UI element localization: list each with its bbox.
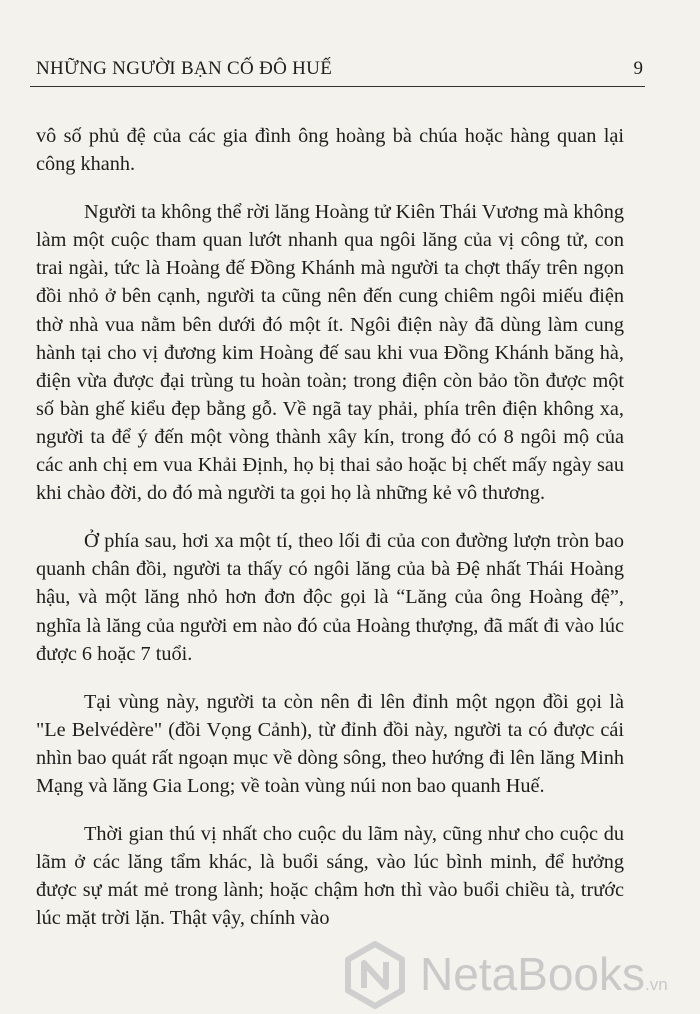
running-title: NHỮNG NGƯỜI BẠN CỐ ĐÔ HUẾ xyxy=(36,58,333,79)
watermark-brand: NetaBooks xyxy=(420,948,646,1000)
body-text xyxy=(36,122,624,952)
watermark-text xyxy=(420,948,668,1011)
watermark-tld: .vn xyxy=(645,975,668,994)
watermark xyxy=(340,940,690,1010)
paragraph: Ở phía sau, hơi xa một tí, theo lối đi của con đường lượn tròn bao quanh chân đồi, người ta thấy có ngôi lăng của bà Đệ nhất Thái Hoàng hậu, và một lăng nhỏ hơn đơn độc gọi là “Lăng của ông Hoàng đệ”, nghĩa là lăng của người em nào đó của Hoàng thượng, đã mất đi vào lúc được 6 hoặc 7 tuổi. xyxy=(36,530,624,665)
paragraph: Thời gian thú vị nhất cho cuộc du lãm này, cũng như cho cuộc du lãm ở các lăng tẩm khác, là buổi sáng, vào lúc bình minh, để hưởng được sự mát mẻ trong lành; hoặc chậm hơn thì vào buổi chiều tà, trước lúc mặt trời lặn. Thật vậy, chính vào xyxy=(36,823,624,930)
paragraph: Tại vùng này, người ta còn nên đi lên đỉnh một ngọn đồi gọi là "Le Belvédère" (đồi Vọng Cảnh), từ đỉnh đồi này, người ta có được cái nhìn bao quát rất ngoạn mục về dòng sông, theo hướng đi lên lăng Minh Mạng và lăng Gia Long; về toàn vùng núi non bao quanh Huế. xyxy=(36,690,624,797)
paragraph-continued: vô số phủ đệ của các gia đình ông hoàng bà chúa hoặc hàng quan lại công khanh. xyxy=(36,125,624,176)
paragraph: Người ta không thể rời lăng Hoàng tử Kiên Thái Vương mà không làm một cuộc tham quan lướt nhanh qua ngôi lăng của vị công tử, con trai ngài, tức là Hoàng đế Đồng Khánh mà người ta chợt thấy trên ngọn đồi nhỏ ở bên cạnh, người ta cũng nên đến cung chiêm ngôi miếu điện thờ nhà vua nằm bên dưới đó một ít. Ngôi điện này đã dùng làm cung hành tại cho vị đương kim Hoàng đế sau khi vua Đồng Khánh băng hà, điện vừa được đại trùng tu hoàn toàn; trong điện còn bảo tồn được một số bàn ghế kiểu đẹp bằng gỗ. Về ngã tay phải, phía trên điện không xa, người ta để ý đến một vòng thành xây kín, trong đó có 8 ngôi mộ của các anh chị em vua Khải Định, họ bị thai sảo hoặc bị chết mấy ngày sau khi chào đời, do đó mà người ta gọi họ là những kẻ vô thương. xyxy=(36,201,624,505)
netabooks-logo-icon xyxy=(340,940,410,1010)
page-number: 9 xyxy=(633,58,643,79)
running-header xyxy=(30,58,645,87)
